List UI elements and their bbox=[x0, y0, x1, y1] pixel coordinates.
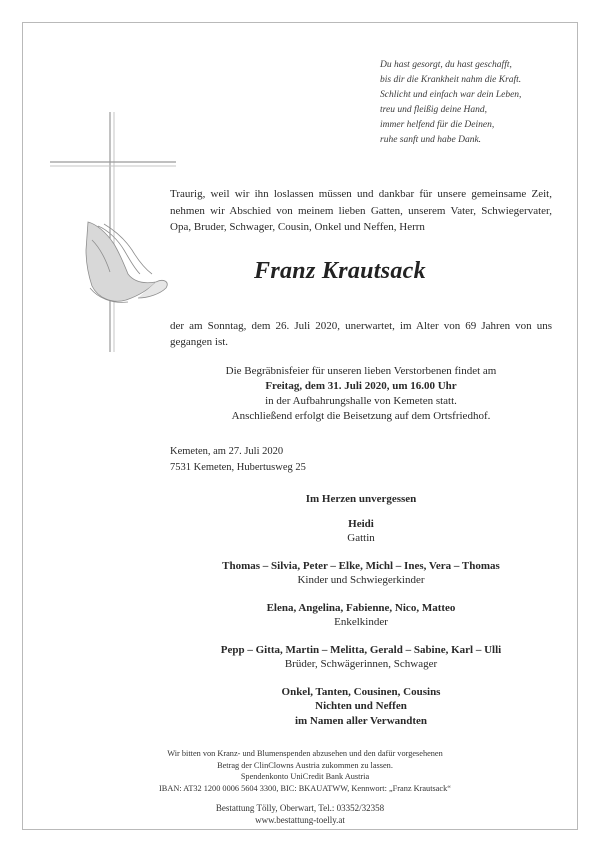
mourner-group bbox=[170, 643, 552, 672]
place-and-address bbox=[170, 444, 470, 476]
poem-verse bbox=[380, 58, 570, 148]
undertaker-contact: Bestattung Tölly, Oberwart, Tel.: 03352/32358 bbox=[215, 803, 385, 813]
mourner-relation: Brüder, Schwägerinnen, Schwager bbox=[284, 658, 438, 670]
poem-line: Schlicht und einfach war dein Leben, bbox=[380, 90, 522, 100]
intro-text: Traurig, weil wir ihn loslassen müssen und dankbar für unsere gemeinsame Zeit, nehmen wir Abschied von meinem lieben Gatten, unserem Vater, Schwiegervater, Opa, Bruder, Schwager, Cousin, Onkel und Neffen, Herrn bbox=[170, 188, 552, 233]
place-date: Kemeten, am 27. Juli 2020 bbox=[170, 446, 284, 457]
donation-line: Spendenkonto UniCredit Bank Austria bbox=[240, 772, 370, 781]
relatives-group bbox=[170, 685, 552, 729]
donation-note bbox=[150, 748, 460, 794]
address: 7531 Kemeten, Hubertusweg 25 bbox=[170, 462, 306, 473]
death-notice: der am Sonntag, dem 26. Juli 2020, unerwartet, im Alter von 69 Jahren von uns gegangen ist. bbox=[170, 320, 552, 348]
mourner-names: Thomas – Silvia, Peter – Elke, Michl – Ines, Vera – Thomas bbox=[222, 559, 500, 572]
mourner-names: Heidi bbox=[348, 517, 374, 530]
mourner-names: Elena, Angelina, Fabienne, Nico, Matteo bbox=[266, 601, 456, 614]
donation-line: Betrag der ClinClowns Austria zukommen zu lassen. bbox=[217, 760, 393, 770]
undertaker-info bbox=[170, 802, 430, 826]
mourner-group bbox=[170, 517, 552, 546]
mourner-group bbox=[170, 601, 552, 630]
donation-line: IBAN: AT32 1200 0006 5604 3300, BIC: BKAUATWW, Kennwort: „Franz Krautsack“ bbox=[159, 783, 451, 793]
relatives-line: Onkel, Tanten, Cousinen, Cousins bbox=[281, 685, 441, 698]
donation-line: Wir bitten von Kranz- und Blumenspenden abzusehen und den dafür vorgesehenen bbox=[167, 749, 443, 758]
praying-hands-icon bbox=[86, 222, 167, 302]
mourner-relation: Gattin bbox=[347, 532, 375, 544]
funeral-date-time: Freitag, dem 31. Juli 2020, um 16.00 Uhr bbox=[265, 380, 457, 392]
deceased-name: Franz Krautsack bbox=[254, 258, 426, 284]
mourner-relation: Enkelkinder bbox=[334, 616, 388, 628]
mourner-group bbox=[170, 559, 552, 588]
mourner-relation: Kinder und Schwiegerkinder bbox=[297, 574, 425, 586]
poem-line: ruhe sanft und habe Dank. bbox=[380, 135, 482, 145]
poem-line: Du hast gesorgt, du hast geschafft, bbox=[380, 60, 512, 70]
mourner-names: Pepp – Gitta, Martin – Melitta, Gerald – Sabine, Karl – Ulli bbox=[220, 643, 502, 656]
relatives-line: Nichten und Neffen bbox=[315, 700, 407, 712]
undertaker-website: www.bestattung-toelly.at bbox=[255, 815, 345, 825]
funeral-line: in der Aufbahrungshalle von Kemeten statt. bbox=[265, 395, 457, 407]
funeral-line: Die Begräbnisfeier für unseren lieben Verstorbenen findet am bbox=[225, 365, 497, 377]
poem-line: immer helfend für die Deinen, bbox=[380, 120, 495, 130]
poem-line: treu und fleißig deine Hand, bbox=[380, 105, 488, 115]
funeral-line: Anschließend erfolgt die Beisetzung auf dem Ortsfriedhof. bbox=[231, 410, 491, 422]
poem-line: bis dir die Krankheit nahm die Kraft. bbox=[380, 75, 522, 85]
funeral-details bbox=[170, 364, 552, 424]
mourners-heading: Im Herzen unvergessen bbox=[305, 493, 417, 505]
relatives-line: im Namen aller Verwandten bbox=[294, 714, 428, 727]
mourners-list bbox=[170, 492, 552, 741]
